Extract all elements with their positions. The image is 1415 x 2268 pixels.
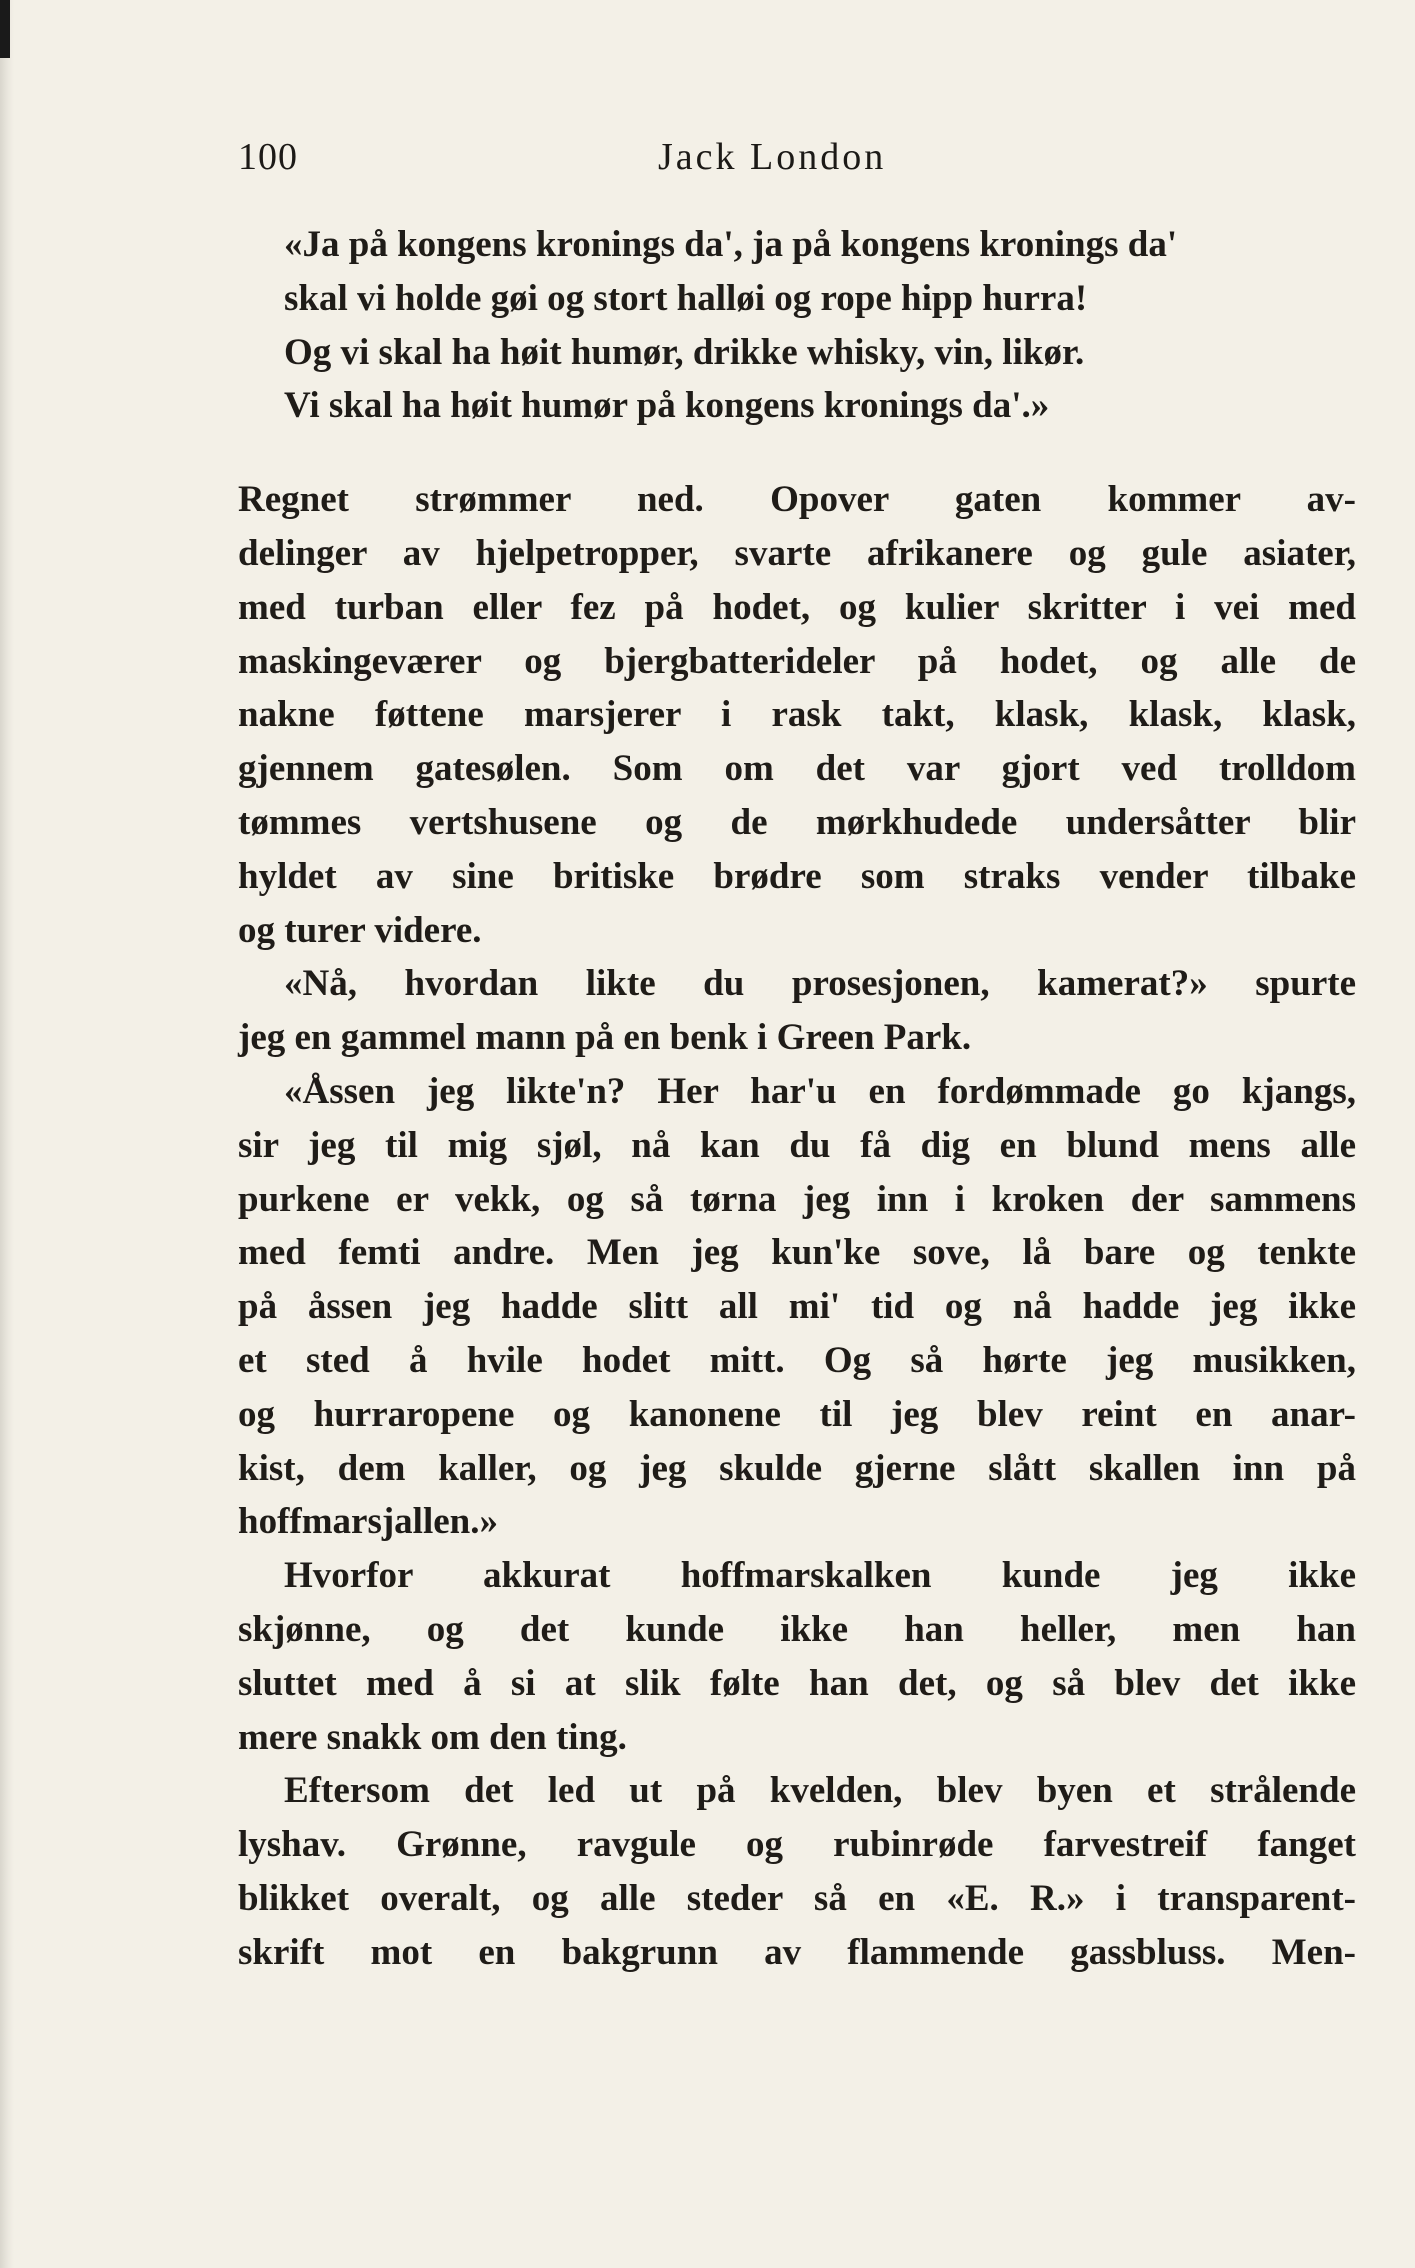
page-edge-shadow xyxy=(0,0,14,2268)
text-line: blikket overalt, og alle steder så en «E. R.» i transparent- xyxy=(238,1877,1356,1919)
text-line: jeg en gammel mann på en benk i Green Park. xyxy=(238,1017,972,1059)
text-line: og turer videre. xyxy=(238,909,482,951)
text-line: Regnet strømmer ned. Opover gaten kommer av- xyxy=(238,479,1356,521)
text-line: skjønne, og det kunde ikke han heller, men han xyxy=(238,1608,1356,1650)
paragraph-answer xyxy=(238,1065,1356,1549)
text-line: «Nå, hvordan likte du prosesjonen, kamerat?» spurte xyxy=(284,963,1356,1005)
text-line: sluttet med å si at slik følte han det, og så blev det ikke xyxy=(238,1662,1356,1704)
page-header xyxy=(238,135,1358,195)
text-line: purkene er vekk, og så tørna jeg inn i kroken der sammens xyxy=(238,1178,1356,1220)
text-line: hoffmarsjallen.» xyxy=(238,1501,498,1543)
text-line: på åssen jeg hadde slitt all mi' tid og nå hadde jeg ikke xyxy=(238,1286,1356,1328)
text-line: mere snakk om den ting. xyxy=(238,1716,627,1758)
running-title: Jack London xyxy=(658,136,887,178)
text-line: delinger av hjelpetropper, svarte afrikanere og gule asiater, xyxy=(238,532,1356,574)
text-line: nakne føttene marsjerer i rask takt, klask, klask, klask, xyxy=(238,694,1356,736)
paragraph-marshal xyxy=(238,1549,1356,1764)
text-line: maskingeværer og bjergbatterideler på hodet, og alle de xyxy=(238,640,1356,682)
text-line: skrift mot en bakgrunn av flammende gassbluss. Men- xyxy=(238,1931,1356,1973)
text-line: med turban eller fez på hodet, og kulier skritter i vei med xyxy=(238,586,1356,628)
verse-line: Vi skal ha høit humør på kongens kronings da'.» xyxy=(284,385,1050,427)
scan-corner-mark xyxy=(0,0,10,58)
text-line: Eftersom det led ut på kvelden, blev byen et strålende xyxy=(284,1770,1356,1812)
body-text xyxy=(238,218,1356,1980)
verse-line: «Ja på kongens kronings da', ja på kongens kronings da' xyxy=(284,224,1178,265)
verse-line: skal vi holde gøi og stort halløi og rope hipp hurra! xyxy=(284,277,1088,319)
text-line: med femti andre. Men jeg kun'ke sove, lå bare og tenkte xyxy=(238,1232,1356,1274)
verse-line: Og vi skal ha høit humør, drikke whisky, vin, likør. xyxy=(284,331,1085,373)
page-number: 100 xyxy=(238,136,298,178)
text-line: «Åssen jeg likte'n? Her har'u en fordømmade go kjangs, xyxy=(284,1070,1356,1112)
text-line: gjennem gatesølen. Som om det var gjort ved trolldom xyxy=(238,748,1356,790)
text-line: og hurraropene og kanonene til jeg blev reint en anar- xyxy=(238,1393,1356,1435)
song-verse xyxy=(238,218,1356,433)
text-line: lyshav. Grønne, ravgule og rubinrøde farvestreif fanget xyxy=(238,1824,1356,1866)
text-line: et sted å hvile hodet mitt. Og så hørte jeg musikken, xyxy=(238,1339,1356,1381)
paragraph-evening xyxy=(238,1764,1356,1979)
text-line: tømmes vertshusene og de mørkhudede undersåtter blir xyxy=(238,801,1356,843)
paragraph-question xyxy=(238,957,1356,1065)
text-line: hyldet av sine britiske brødre som straks vender tilbake xyxy=(238,855,1356,897)
paragraph-rain xyxy=(238,473,1356,957)
text-line: sir jeg til mig sjøl, nå kan du få dig en blund mens alle xyxy=(238,1124,1356,1166)
text-line: kist, dem kaller, og jeg skulde gjerne slått skallen inn på xyxy=(238,1447,1356,1489)
text-line: Hvorfor akkurat hoffmarskalken kunde jeg ikke xyxy=(284,1555,1356,1597)
stanza-gap xyxy=(238,433,1356,473)
